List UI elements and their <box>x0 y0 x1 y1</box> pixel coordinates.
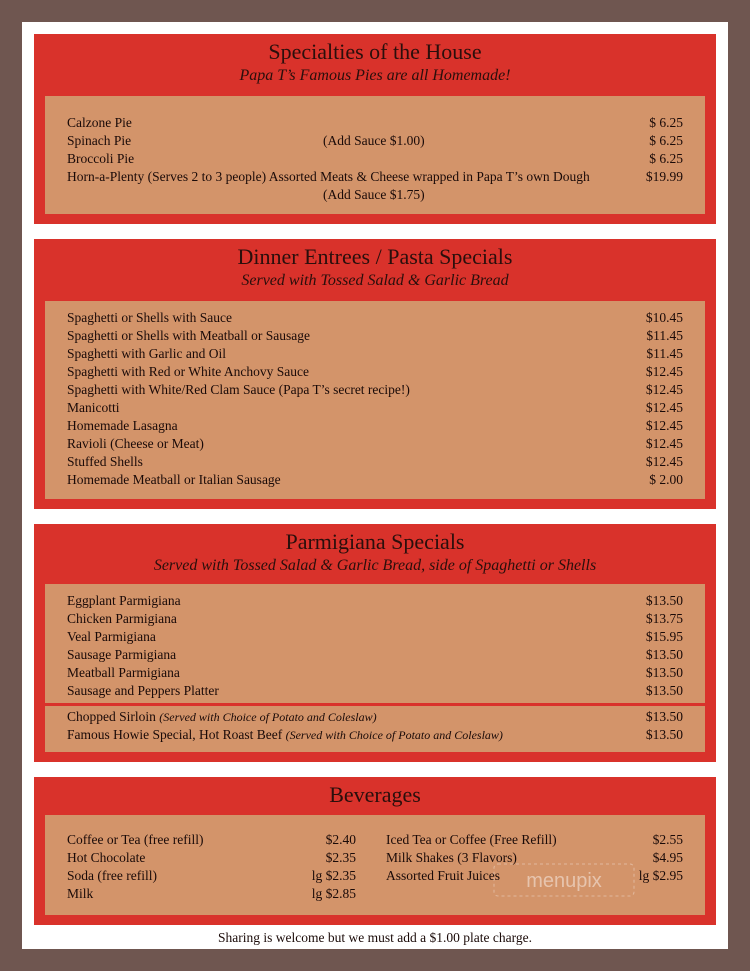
item-price: $ 2.00 <box>649 472 683 487</box>
list-item <box>67 867 356 885</box>
item-title: Famous Howie Special, Hot Roast Beef <box>67 727 283 742</box>
entrees-section <box>34 239 716 509</box>
item-title: Chopped Sirloin <box>67 709 156 724</box>
list-item <box>67 435 683 453</box>
item-name: Horn-a-Plenty (Serves 2 to 3 people) Assorted Meats & Cheese wrapped in Papa T’s own Dough <box>67 169 590 184</box>
beverages-left-column <box>67 831 356 911</box>
list-item <box>67 471 683 489</box>
item-note: (Add Sauce $1.75) <box>323 187 425 202</box>
item-note: (Served with Choice of Potato and Coleslaw) <box>159 710 377 724</box>
menu-page <box>22 22 728 949</box>
specialties-panel <box>45 96 705 214</box>
item-name: Broccoli Pie <box>67 151 135 166</box>
list-item <box>67 646 683 664</box>
item-price: $13.50 <box>645 593 683 608</box>
item-name: Soda (free refill) <box>67 868 157 883</box>
item-price: $2.40 <box>325 832 356 847</box>
item-price: $4.95 <box>652 850 683 865</box>
beverages-title: Beverages <box>329 782 421 807</box>
list-item <box>67 168 683 186</box>
item-name: Iced Tea or Coffee (Free Refill) <box>386 832 557 847</box>
list-item <box>67 399 683 417</box>
item-price: $12.45 <box>645 382 683 397</box>
item-price: $2.55 <box>652 832 683 847</box>
list-item <box>67 664 683 682</box>
item-price: $19.99 <box>645 169 683 184</box>
item-name: Milk <box>67 886 94 901</box>
item-name: Spinach Pie <box>67 133 132 148</box>
item-name: Eggplant Parmigiana <box>67 593 181 608</box>
list-item <box>67 628 683 646</box>
item-name: Ravioli (Cheese or Meat) <box>67 436 204 451</box>
item-price: $13.75 <box>645 611 683 626</box>
item-price: $13.50 <box>645 683 683 698</box>
item-price: $13.50 <box>645 665 683 680</box>
item-price: $11.45 <box>646 328 683 343</box>
parmigiana-subtitle: Served with Tossed Salad & Garlic Bread, side of Spaghetti or Shells <box>153 557 597 574</box>
list-item <box>67 114 683 132</box>
item-name: Veal Parmigiana <box>67 629 156 644</box>
item-price: $13.50 <box>645 727 683 742</box>
specialties-title: Specialties of the House <box>268 39 482 64</box>
item-name <box>67 708 377 726</box>
item-price: lg $2.95 <box>638 868 683 883</box>
item-name: Coffee or Tea (free refill) <box>67 832 204 847</box>
list-item <box>67 849 356 867</box>
item-price: $12.45 <box>645 418 683 433</box>
list-item <box>67 708 683 726</box>
list-item <box>67 363 683 381</box>
item-price: lg $2.85 <box>311 886 356 901</box>
menupix-watermark <box>490 858 640 902</box>
list-item <box>67 610 683 628</box>
list-item <box>67 345 683 363</box>
item-name: Calzone Pie <box>67 115 132 130</box>
list-item <box>67 831 356 849</box>
item-name: Homemade Lasagna <box>67 418 178 433</box>
item-name: Spaghetti or Shells with Sauce <box>67 310 232 325</box>
item-name <box>67 726 503 744</box>
entrees-subtitle: Served with Tossed Salad & Garlic Bread <box>241 272 509 289</box>
specialties-section <box>34 34 716 224</box>
item-name: Spaghetti with Red or White Anchovy Sauce <box>67 364 309 379</box>
list-item <box>67 327 683 345</box>
list-item <box>67 453 683 471</box>
plate-charge-note: Sharing is welcome but we must add a $1.00 plate charge. <box>218 930 532 945</box>
list-item <box>67 186 683 204</box>
item-price: $12.45 <box>645 400 683 415</box>
item-name: Sausage and Peppers Platter <box>67 683 219 698</box>
list-item <box>67 381 683 399</box>
section-divider <box>45 703 705 706</box>
item-name: Homemade Meatball or Italian Sausage <box>67 472 281 487</box>
list-item <box>67 132 683 150</box>
item-name: Meatball Parmigiana <box>67 665 180 680</box>
item-price: $13.50 <box>645 709 683 724</box>
list-item <box>67 592 683 610</box>
item-name: Assorted Fruit Juices <box>386 868 500 883</box>
item-name: Spaghetti or Shells with Meatball or Sausage <box>67 328 310 343</box>
item-price: $ 6.25 <box>649 151 683 166</box>
list-item <box>67 885 356 903</box>
entrees-title: Dinner Entrees / Pasta Specials <box>237 244 513 269</box>
item-name: Milk Shakes (3 Flavors) <box>386 850 517 865</box>
item-price: $12.45 <box>645 364 683 379</box>
parmigiana-section <box>34 524 716 762</box>
item-price: lg $2.35 <box>311 868 356 883</box>
item-name: Spaghetti with Garlic and Oil <box>67 346 226 361</box>
item-name: Sausage Parmigiana <box>67 647 177 662</box>
item-price: $11.45 <box>646 346 683 361</box>
item-name: Stuffed Shells <box>67 454 143 469</box>
item-name: Hot Chocolate <box>67 850 146 865</box>
list-item <box>67 150 683 168</box>
item-price: $13.50 <box>645 647 683 662</box>
beverages-section <box>34 777 716 925</box>
item-name: Manicotti <box>67 400 120 415</box>
item-price: $2.35 <box>325 850 356 865</box>
list-item <box>386 831 683 849</box>
list-item <box>67 726 683 744</box>
item-name: Chicken Parmigiana <box>67 611 177 626</box>
list-item <box>67 309 683 327</box>
parmigiana-title: Parmigiana Specials <box>285 529 465 554</box>
item-note: (Add Sauce $1.00) <box>323 133 425 148</box>
item-price: $15.95 <box>645 629 683 644</box>
list-item <box>67 417 683 435</box>
item-price: $ 6.25 <box>649 133 683 148</box>
item-price: $12.45 <box>645 454 683 469</box>
parmigiana-panel <box>45 584 705 752</box>
item-price: $10.45 <box>645 310 683 325</box>
item-note: (Served with Choice of Potato and Coleslaw) <box>285 728 503 742</box>
list-item <box>67 682 683 700</box>
specialties-subtitle: Papa T’s Famous Pies are all Homemade! <box>239 67 511 84</box>
watermark-text: menupix <box>526 870 602 892</box>
item-name: Spaghetti with White/Red Clam Sauce (Papa T’s secret recipe!) <box>67 382 410 397</box>
item-price: $12.45 <box>645 436 683 451</box>
entrees-panel <box>45 301 705 499</box>
item-price: $ 6.25 <box>649 115 683 130</box>
